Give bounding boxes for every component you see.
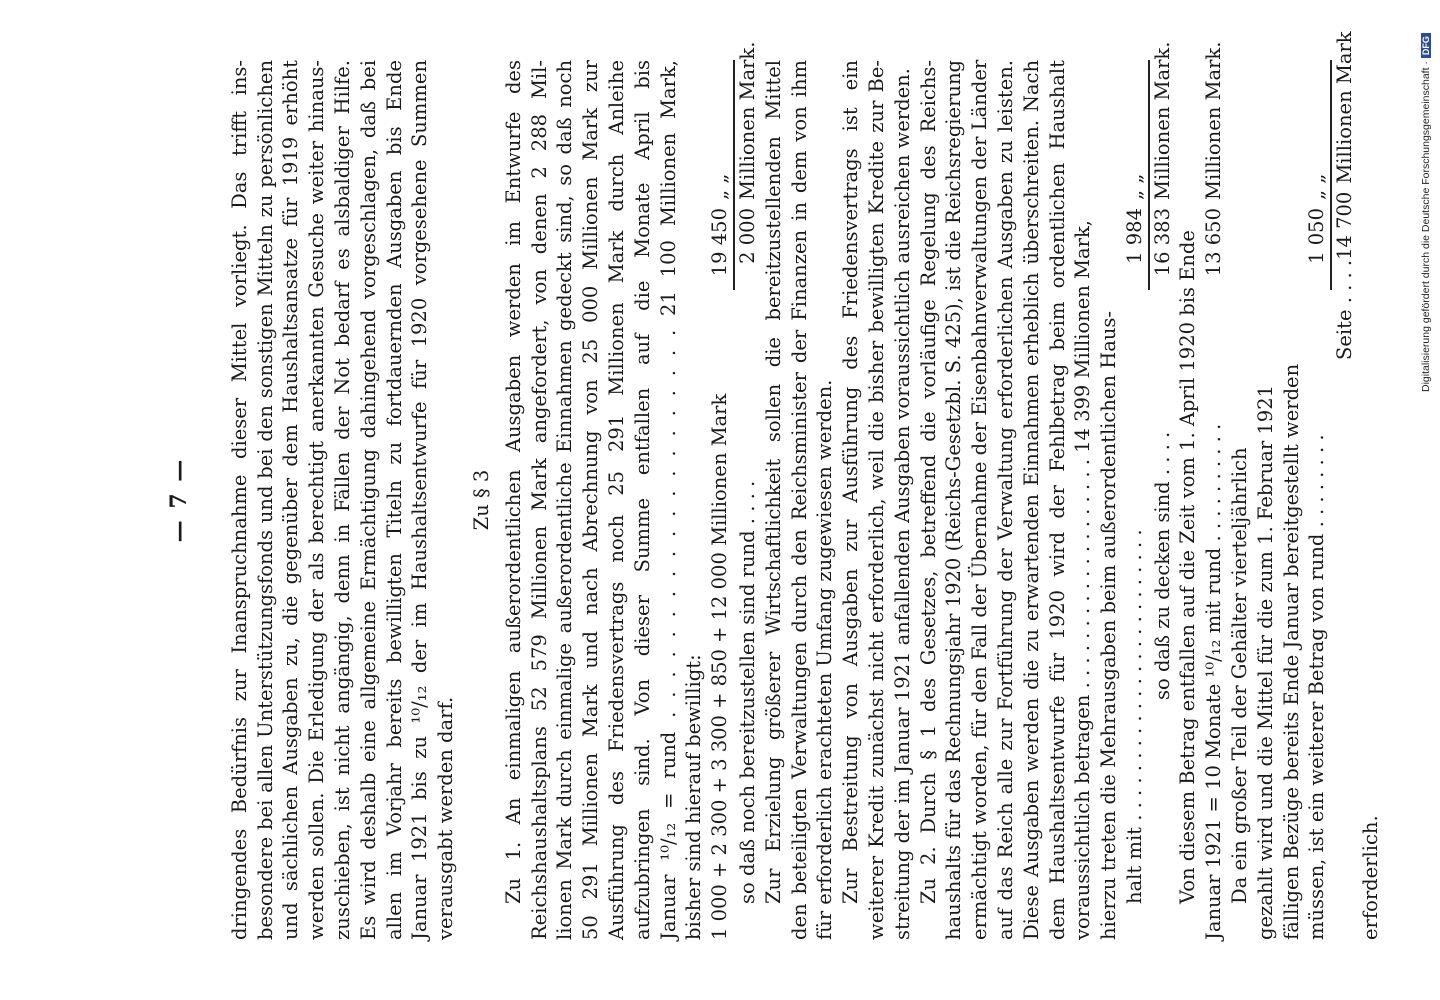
text-line: streitung der im Januar 1921 anfallenden Ausgaben voraussichtlich ausreichen werden.	[890, 68, 914, 940]
paragraph-1	[227, 60, 459, 940]
calc-row	[1253, 60, 1279, 940]
dfg-logo: DFG	[1421, 33, 1431, 58]
text-line: lionen Mark durch einmalige außerordentliche Einnahmen gedeckt sind, so daß noch	[553, 60, 577, 940]
page-number: — 7 —	[166, 457, 192, 543]
calc-row	[1332, 31, 1358, 940]
calc-label: so daß noch bereitzustellen sind rund . . . .	[735, 480, 759, 904]
calc-label: 1 000 + 2 300 + 3 300 + 850 + 12 000 Millionen Mark	[708, 393, 732, 940]
paragraph-4	[838, 60, 915, 940]
calc-value: 1 050	[1305, 208, 1329, 264]
calc-unit: „ „	[708, 173, 732, 200]
calc-label: Da ein großer Teil der Gehälter vierteljährlich	[1228, 447, 1252, 904]
text-line: bisher sind hierauf bewilligt:	[682, 654, 706, 940]
calc-row	[1227, 60, 1253, 940]
calc-row	[1201, 41, 1227, 940]
text-line: zuschieben, ist nicht angängig, denn in Fällen der Not bedarf es alsbaldiger Hilfe.	[330, 60, 354, 940]
text-line: Reichshaushaltsplans 52 579 Millionen Mark angefordert, von denen 2 288 Mil-	[527, 60, 551, 940]
text-line: werden sollen. Die Erledigung der als berechtigt anerkannten Gesuche weiter hinaus-	[305, 60, 329, 940]
text-line: und sächlichen Ausgaben zu, die gegenüber dem Haushaltsansatze für 1919 erhöht	[279, 60, 303, 940]
calc-row	[1175, 60, 1201, 940]
text-line: Es wird deshalb eine allgemeine Ermächtigung dahingehend vorgeschlagen, daß bei	[356, 60, 380, 940]
paragraph-2	[501, 60, 707, 940]
calc-value: 14 700	[1333, 191, 1357, 260]
text-line: Januar ¹⁰/₁₂ = rund . . . . . . . . . . . . . . . . . . . . 21 100 Millionen Mark,	[656, 60, 680, 940]
calc-label: so daß zu decken sind . . . .	[1150, 431, 1174, 700]
text-line: weiterer Kredit zunächst nicht erforderlich, weil die bisher bewilligten Kredite zur Be-	[864, 60, 888, 940]
text-line: Ausführung des Friedensvertrags noch 25 291 Millionen Mark durch Anleihe	[604, 60, 628, 940]
text-line: verausgabt werden darf.	[434, 696, 458, 940]
text-line: voraussichtlich betragen . . . . . . . . . . . . . . . . . . . 14 399 Millionen Mark,	[1071, 220, 1095, 940]
text-line: ermächtigt worden, für den Fall der Übernahme der Eisenbahnverwaltungen der Länder	[968, 59, 992, 940]
text-line: haushalts für das Rechnungsjahr 1920 (Reichs-Gesetzbl. S. 425), ist die Reichsregierung	[942, 60, 966, 940]
calc-value: 2 000	[735, 208, 759, 264]
text-line: dem Haushaltsentwurfe für 1920 wird der Fehlbetrag beim ordentlichen Haushalt	[1045, 60, 1069, 940]
calc-row	[1122, 60, 1148, 940]
calc-unit: Millionen Mark.	[1150, 41, 1174, 200]
text-line: Januar 1921 bis zu ¹⁰/₁₂ der im Haushaltsentwurfe für 1920 vorgesehene Summen	[408, 60, 432, 940]
calc-row	[1150, 41, 1176, 940]
calc-label: gezahlt wird und die Mittel für die zum 1. Februar 1921	[1253, 384, 1277, 940]
text-line: den beteiligten Verwaltungen durch den Reichsminister der Finanzen in dem von ihm	[787, 60, 811, 940]
calc-unit: „ „	[1122, 173, 1146, 200]
calc-row	[1304, 60, 1330, 940]
text-line: für erforderlich erachteten Umfang zugewiesen werden.	[813, 379, 837, 940]
calc-label: hierzu treten die Mehrausgaben beim außerordentlichen Haus-	[1097, 311, 1121, 940]
calc-label: müssen, ist ein weiterer Betrag von rund . . . . . . . .	[1305, 434, 1329, 940]
funding-note-label: Digitalisierung gefördert durch die Deutsche Forschungsgemeinschaft ·	[1420, 61, 1432, 392]
text-line: Zur Erzielung größerer Wirtschaftlichkeit sollen die bereitzustellenden Mittel	[761, 60, 785, 904]
calc-row	[735, 41, 761, 940]
calc-label: halt mit . . . . . . . . . . . . . . . . . . . . . . . .	[1122, 529, 1146, 904]
calc-label: Januar 1921 = 10 Monate ¹⁰/₁₂ mit rund . . . . . . . . . .	[1202, 423, 1226, 940]
calc-label: Von diesem Betrag entfallen auf die Zeit vom 1. April 1920 bis Ende	[1176, 230, 1200, 904]
calc-value: 13 650	[1202, 208, 1226, 277]
text-line: auf das Reich alle zur Fortführung der Verwaltung erforderlichen Ausgaben zu leisten.	[993, 60, 1017, 940]
funding-note	[1420, 12, 1440, 392]
text-line: aufzubringen sind. Von dieser Summe entfallen auf die Monate April bis	[630, 60, 654, 940]
calc-value: 1 984	[1122, 208, 1146, 264]
calc-unit: Millionen Mark.	[1202, 41, 1226, 200]
text-line: Diese Ausgaben werden die zu erwartenden Einnahmen erheblich überschreiten. Nach	[1019, 60, 1043, 940]
calc-label: Seite . . . .	[1333, 259, 1357, 360]
text-line: Zu 2. Durch § 1 des Gesetzes, betreffend die vorläufige Regelung des Reichs-	[916, 60, 940, 904]
calc-row	[707, 60, 733, 940]
calc-row	[1096, 60, 1122, 940]
text-line: 50 291 Millionen Mark und nach Abrechnung von 25 000 Millionen Mark zur	[579, 60, 603, 940]
closing-text: erforderlich.	[1359, 815, 1383, 940]
calc-value: 19 450	[708, 208, 732, 277]
paragraph-5	[916, 60, 1097, 940]
calc-row	[1279, 60, 1305, 940]
calc-label: fälligen Bezüge bereits Ende Januar bereitgestellt werden	[1279, 363, 1303, 940]
calc-value: 16 383	[1150, 208, 1174, 277]
funding-note-text	[1420, 12, 1436, 392]
section-heading: Zu § 3	[469, 469, 493, 531]
text-line: dringendes Bedürfnis zur Inanspruchnahme dieser Mittel vorliegt. Das trifft ins-	[227, 60, 251, 940]
text-line: allen im Vorjahr bereits bewilligten Titeln zu fortdauernden Ausgaben bis Ende	[382, 60, 406, 940]
calc-unit: „ „	[1305, 173, 1329, 200]
text-line: besondere bei allen Unterstützungsfonds und bei den sonstigen Mitteln zu persönlichen	[253, 60, 277, 940]
calc-unit: Millionen Mark.	[735, 41, 759, 200]
text-line: Zu 1. An einmaligen außerordentlichen Ausgaben werden im Entwurfe des	[501, 60, 525, 904]
text-line: Zur Bestreitung von Ausgaben zur Ausführung des Friedensvertrags ist ein	[839, 60, 863, 904]
page-content	[166, 31, 1383, 940]
paragraph-3	[761, 60, 838, 940]
calc-unit: Millionen Mark	[1333, 31, 1357, 184]
